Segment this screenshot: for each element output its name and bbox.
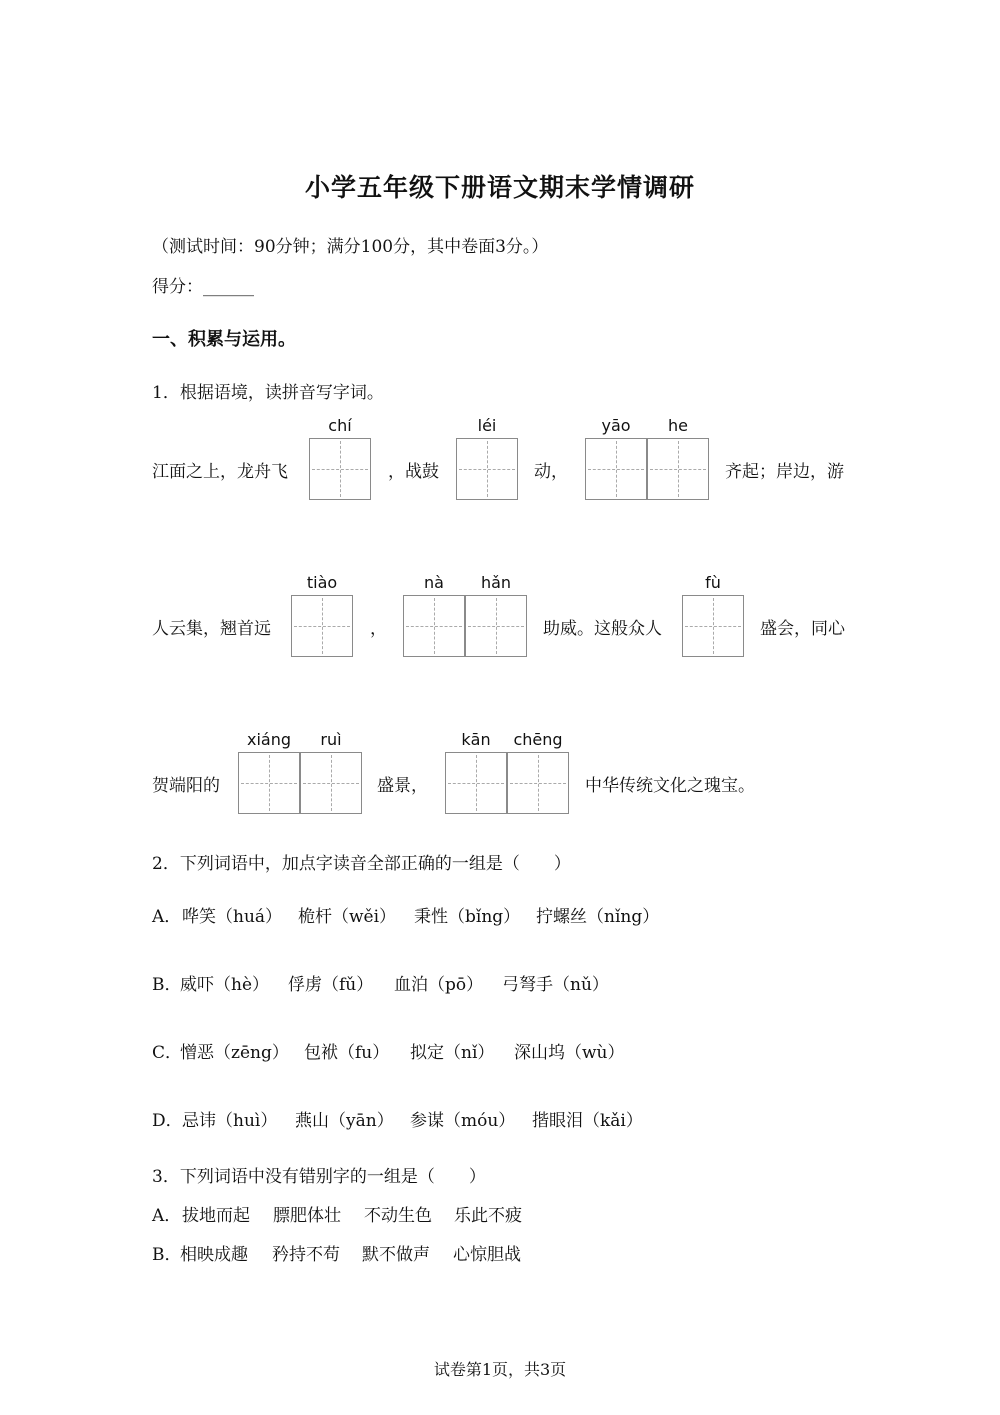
option-item: 血泊（pō） (394, 975, 484, 995)
question-3-stem: 3．下列词语中没有错别字的一组是（ ） (152, 1167, 486, 1187)
q1-row2-text-1: 人云集，翘首远 (152, 619, 271, 639)
option-item: 揩眼泪（kǎi） (532, 1111, 643, 1131)
pinyin-label: chí (328, 416, 352, 435)
writing-box[interactable] (403, 595, 465, 657)
q1-row3-text-1: 贺端阳的 (152, 776, 220, 796)
pinyin-label: xiáng (246, 730, 291, 749)
q1-row2-text-4: 盛会，同心 (760, 619, 845, 639)
option-item: 参谋（móu） (410, 1111, 516, 1131)
pinyin-label: yāo (601, 416, 631, 435)
writing-box[interactable] (291, 595, 353, 657)
option-label: A． (152, 1206, 182, 1226)
writing-box[interactable] (445, 752, 507, 814)
writing-box[interactable] (682, 595, 744, 657)
q2-option-a[interactable] (152, 902, 660, 927)
option-item: 矜持不苟 (272, 1245, 340, 1265)
page-title: 小学五年级下册语文期末学情调研 (304, 173, 695, 202)
pinyin-label: léi (477, 416, 497, 435)
pinyin-label: ruì (320, 730, 342, 749)
writing-box[interactable] (507, 752, 569, 814)
option-item: 拧螺丝（nǐng） (536, 907, 660, 927)
q1-row2-text-2: ， (370, 619, 387, 639)
score-line: 得分：______ (152, 277, 254, 297)
writing-box[interactable] (465, 595, 527, 657)
q1-row1-text-3: 动， (534, 462, 568, 482)
pinyin-label: he (668, 416, 688, 435)
question-1-stem: 1．根据语境，读拼音写字词。 (152, 383, 384, 403)
writing-box[interactable] (309, 438, 371, 500)
option-item: 忌讳（huì） (182, 1111, 278, 1131)
pinyin-label: nà (424, 573, 444, 592)
q1-row3-text-3: 中华传统文化之瑰宝。 (585, 776, 755, 796)
pinyin-label: chēng (513, 730, 563, 749)
option-label: C． (152, 1043, 183, 1063)
writing-box[interactable] (456, 438, 518, 500)
q2-option-c[interactable] (152, 1038, 625, 1063)
option-label: A． (152, 907, 182, 927)
question-2-stem: 2．下列词语中，加点字读音全部正确的一组是（ ） (152, 854, 571, 874)
q1-row1-text-1: 江面之上，龙舟飞 (152, 462, 288, 482)
option-item: 心惊胆战 (453, 1245, 521, 1265)
writing-box[interactable] (238, 752, 300, 814)
option-item: 俘虏（fǔ） (288, 975, 374, 995)
option-item: 威吓（hè） (180, 975, 270, 995)
option-label: D． (152, 1111, 183, 1131)
option-item: 默不做声 (362, 1245, 430, 1265)
q2-option-b[interactable] (152, 970, 609, 995)
option-item: 相映成趣 (180, 1245, 248, 1265)
option-item: 膘肥体壮 (273, 1206, 341, 1226)
option-item: 不动生色 (364, 1206, 432, 1226)
page-footer: 试卷第1页，共3页 (433, 1360, 567, 1379)
option-item: 秉性（bǐng） (414, 907, 521, 927)
writing-box[interactable] (647, 438, 709, 500)
option-item: 包袱（fu） (304, 1043, 390, 1063)
q3-option-b[interactable] (152, 1240, 521, 1265)
option-item: 深山坞（wù） (514, 1043, 625, 1063)
option-item: 桅杆（wěi） (298, 907, 397, 927)
q1-row3-text-2: 盛景， (377, 776, 428, 796)
option-item: 弓弩手（nǔ） (502, 975, 609, 995)
section-heading: 一、积累与运用。 (152, 329, 296, 350)
q3-option-a[interactable] (152, 1201, 522, 1226)
option-item: 拔地而起 (182, 1206, 250, 1226)
writing-box[interactable] (300, 752, 362, 814)
option-item: 乐此不疲 (454, 1206, 522, 1226)
pinyin-label: tiào (306, 573, 338, 592)
option-item: 哗笑（huá） (182, 907, 283, 927)
q2-option-d[interactable] (152, 1106, 643, 1131)
q1-row1-text-4: 齐起；岸边，游 (725, 462, 844, 482)
test-info: （测试时间：90分钟；满分100分，其中卷面3分。） (152, 237, 549, 257)
pinyin-label: hǎn (480, 573, 512, 592)
option-item: 憎恶（zēng） (180, 1043, 289, 1063)
pinyin-label: fù (705, 573, 721, 592)
option-item: 拟定（nǐ） (410, 1043, 495, 1063)
pinyin-label: kān (461, 730, 491, 749)
option-label: B． (152, 1245, 182, 1265)
writing-box[interactable] (585, 438, 647, 500)
option-label: B． (152, 975, 182, 995)
q1-row2-text-3: 助威。这般众人 (543, 619, 662, 639)
q1-row1-text-2: ，战鼓 (388, 462, 439, 482)
option-item: 燕山（yān） (295, 1111, 394, 1131)
